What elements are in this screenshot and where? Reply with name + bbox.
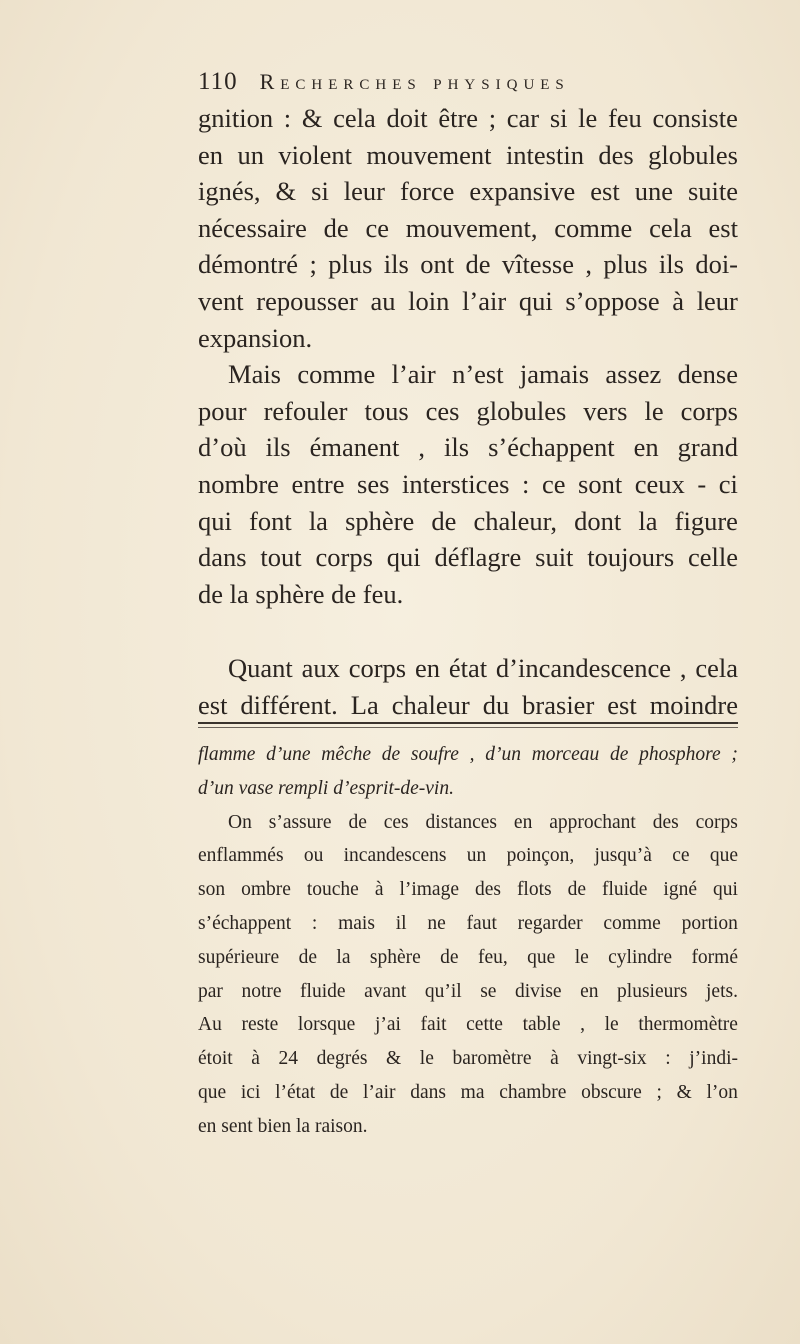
text-line: nécessaire de ce mouvement, comme cela est bbox=[198, 212, 738, 243]
paragraph-gap bbox=[198, 612, 738, 650]
footnote-line: On s’assure de ces distances en approchant des corps bbox=[228, 811, 738, 833]
footnote bbox=[198, 738, 738, 1144]
footnote-line: flamme d’une mêche de soufre , d’un morceau de phosphore ; bbox=[198, 744, 738, 765]
text-line: de la sphère de feu. bbox=[198, 578, 404, 609]
text-line: gnition : & cela doit être ; car si le feu consiste bbox=[198, 103, 738, 133]
text-line: d’où ils émanent , ils s’échappent en grand bbox=[198, 432, 738, 463]
footnote-line: Au reste lorsque j’ai fait cette table , le thermomètre bbox=[198, 1014, 738, 1036]
footnote-line: son ombre touche à l’image des flots de fluide igné qui bbox=[198, 879, 738, 901]
running-title: Recherches physiques bbox=[259, 69, 570, 94]
page-header bbox=[198, 68, 698, 104]
text-line: qui font la sphère de chaleur, dont la figure bbox=[198, 505, 738, 536]
text-line: est différent. La chaleur du brasier est moindre bbox=[198, 689, 738, 720]
footnote-divider bbox=[198, 722, 738, 728]
footnote-line: s’échappent : mais il ne faut regarder comme portion bbox=[198, 912, 738, 934]
footnote-line: enflammés ou incandescens un poinçon, jusqu’à ce que bbox=[198, 845, 738, 867]
text-line: expansion. bbox=[198, 322, 313, 353]
footnote-line: étoit à 24 degrés & le baromètre à vingt-six : j’indi- bbox=[198, 1048, 738, 1070]
text-line: Mais comme l’air n’est jamais assez dense bbox=[228, 359, 738, 390]
footnote-line: en sent bien la raison. bbox=[198, 1115, 368, 1137]
text-line: nombre entre ses interstices : ce sont ceux - ci bbox=[198, 468, 738, 499]
footnote-line: supérieure de la sphère de feu, que le cylindre formé bbox=[198, 946, 738, 968]
text-line: pour refouler tous ces globules vers le corps bbox=[198, 395, 738, 426]
page-number: 110 bbox=[198, 68, 238, 95]
main-text bbox=[198, 100, 738, 724]
text-line: Quant aux corps en état d’incandescence , cela bbox=[228, 653, 738, 684]
footnote-line: par notre fluide avant qu’il se divise en plusieurs jets. bbox=[198, 980, 738, 1002]
text-line: dans tout corps qui déflagre suit toujours celle bbox=[198, 542, 738, 573]
footnote-line: que ici l’état de l’air dans ma chambre obscure ; & l’on bbox=[198, 1081, 738, 1103]
text-line: ignés, & si leur force expansive est une suite bbox=[198, 176, 738, 207]
footnote-line: d’un vase rempli d’esprit-de-vin. bbox=[198, 777, 454, 799]
text-line: vent repousser au loin l’air qui s’oppose à leur bbox=[198, 285, 738, 316]
text-line: en un violent mouvement intestin des globules bbox=[198, 139, 738, 170]
text-line: démontré ; plus ils ont de vîtesse , plus ils doi- bbox=[198, 249, 738, 280]
